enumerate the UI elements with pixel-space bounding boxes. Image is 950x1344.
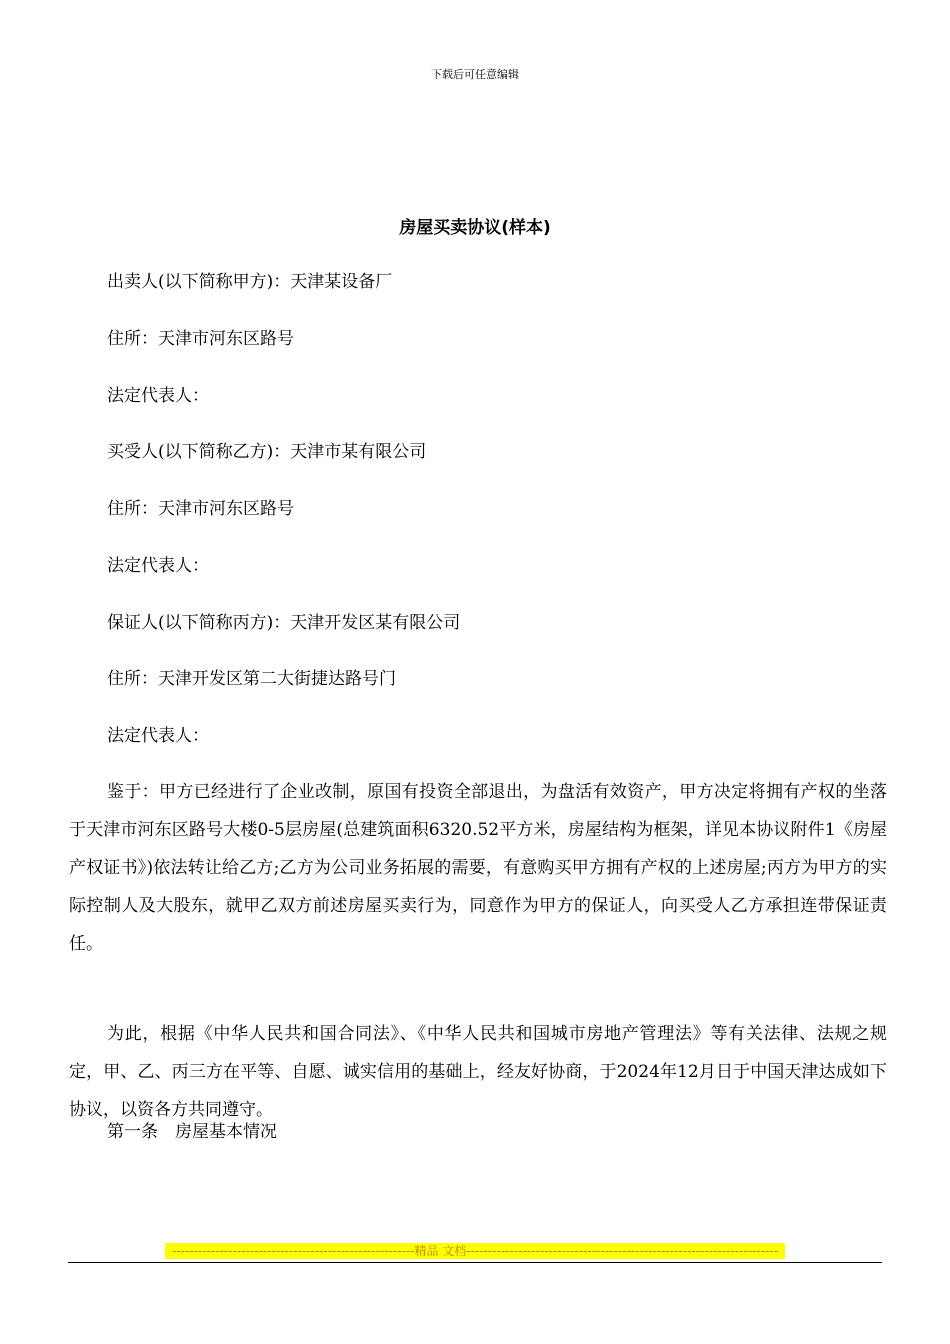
seller-line: 出卖人(以下简称甲方)：天津某设备厂	[107, 272, 393, 292]
seller-rep-line: 法定代表人：	[107, 386, 209, 406]
guarantor-address-line: 住所：天津开发区第二大街捷达路号门	[107, 669, 396, 689]
guarantor-rep-line: 法定代表人：	[107, 726, 209, 746]
buyer-line: 买受人(以下简称乙方)：天津市某有限公司	[107, 442, 427, 462]
footer-banner	[0, 1243, 950, 1263]
buyer-address-line: 住所：天津市河东区路号	[107, 499, 294, 519]
footer-banner-text: --------------------------------------------------------精品 文档------------------------------------------------------------------------	[165, 1243, 785, 1259]
whereas-paragraph: 鉴于：甲方已经进行了企业改制，原国有投资全部退出，为盘活有效资产，甲方决定将拥有产权的坐落于天津市河东区路号大楼0-5层房屋(总建筑面积6320.52平方米，房屋结构为框架，详见本协议附件1《房屋产权证书》)依法转让给乙方;乙方为公司业务拓展的需要，有意购买甲方拥有产权的上述房屋;丙方为甲方的实际控制人及大股东，就甲乙双方前述房屋买卖行为，同意作为甲方的保证人，向买受人乙方承担连带保证责任。	[69, 782, 887, 954]
footer-divider	[68, 1262, 882, 1263]
guarantor-line: 保证人(以下简称丙方)：天津开发区某有限公司	[107, 613, 461, 633]
document-title: 房屋买卖协议(样本)	[399, 218, 551, 238]
buyer-rep-line: 法定代表人：	[107, 556, 209, 576]
therefore-paragraph: 为此，根据《中华人民共和国合同法》、《中华人民共和国城市房地产管理法》等有关法律、法规之规定，甲、乙、丙三方在平等、自愿、诚实信用的基础上，经友好协商，于2024年12月日于中国天津达成如下协议，以资各方共同遵守。	[69, 1024, 887, 1120]
seller-address-line: 住所：天津市河东区路号	[107, 329, 294, 349]
header-note: 下载后可任意编辑	[431, 68, 519, 81]
article-one-heading: 第一条 房屋基本情况	[107, 1122, 277, 1142]
